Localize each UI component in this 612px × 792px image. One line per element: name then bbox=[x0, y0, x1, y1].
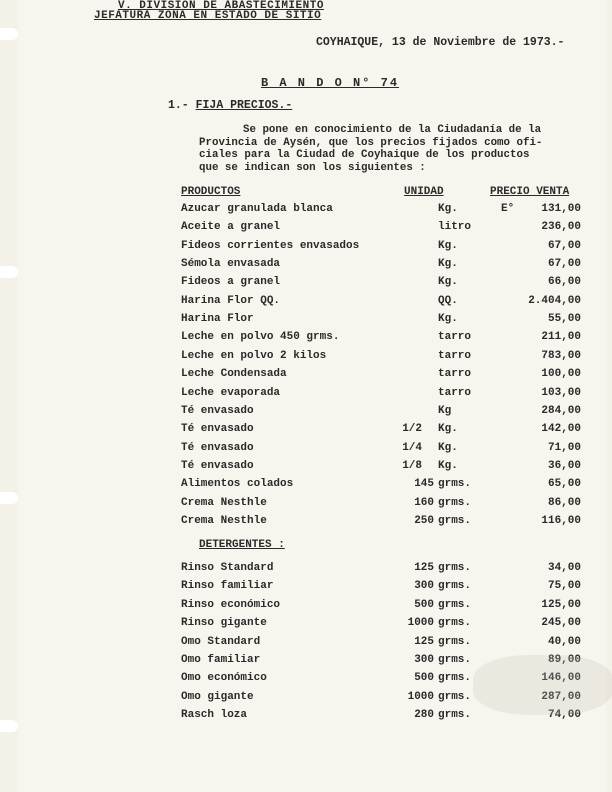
product-unit: grms. bbox=[438, 672, 472, 685]
product-price: 2.404,00 bbox=[528, 294, 581, 307]
product-price: 55,00 bbox=[547, 313, 581, 326]
table-row bbox=[18, 295, 606, 313]
table-row bbox=[18, 442, 606, 460]
bando-title: B A N D O N° 74 bbox=[261, 76, 400, 90]
product-name: Rasch loza bbox=[181, 709, 248, 722]
column-header-unit: UNIDAD bbox=[404, 186, 444, 198]
product-price: 245,00 bbox=[541, 617, 581, 630]
product-unit: grms. bbox=[438, 514, 472, 527]
section-heading bbox=[168, 99, 292, 112]
product-name: Harina Flor bbox=[181, 313, 254, 326]
product-unit: grms. bbox=[438, 496, 472, 509]
punch-hole bbox=[0, 266, 18, 278]
table-row bbox=[18, 221, 606, 239]
product-unit: grms. bbox=[438, 709, 472, 722]
product-name: Leche en polvo 450 grms. bbox=[181, 331, 340, 344]
product-unit: grms. bbox=[438, 562, 472, 574]
table-row bbox=[18, 617, 606, 635]
section-title: FIJA PRECIOS.- bbox=[195, 99, 293, 112]
product-price: 211,00 bbox=[541, 331, 581, 344]
product-unit: grms. bbox=[438, 478, 472, 491]
product-name: Aceite a granel bbox=[181, 221, 281, 234]
product-name: Rinso económico bbox=[181, 598, 281, 611]
product-price: 36,00 bbox=[547, 459, 581, 472]
product-quantity: 280 bbox=[414, 709, 434, 722]
product-name: Té envasado bbox=[181, 423, 254, 436]
product-price: 783,00 bbox=[541, 349, 581, 362]
table-row bbox=[18, 387, 606, 405]
table-row bbox=[18, 423, 606, 441]
product-quantity: 125 bbox=[414, 562, 434, 574]
table-row bbox=[18, 599, 606, 617]
product-unit: Kg. bbox=[438, 239, 458, 252]
product-price: 287,00 bbox=[541, 690, 581, 703]
product-quantity: 125 bbox=[414, 635, 434, 648]
product-name: Rinso Standard bbox=[181, 562, 274, 574]
table-row bbox=[18, 405, 606, 423]
product-price: 86,00 bbox=[547, 496, 581, 509]
product-quantity: 300 bbox=[414, 654, 434, 666]
section-number: 1.- bbox=[168, 99, 189, 112]
product-price: 34,00 bbox=[547, 562, 581, 574]
document-page bbox=[18, 0, 606, 792]
product-unit: Kg. bbox=[438, 459, 458, 472]
table-row bbox=[18, 497, 606, 515]
product-quantity: 500 bbox=[414, 672, 434, 685]
product-name: Omo económico bbox=[181, 672, 267, 685]
product-name: Té envasado bbox=[181, 441, 254, 454]
table-row bbox=[18, 478, 606, 496]
punch-hole bbox=[0, 492, 18, 504]
table-row bbox=[18, 203, 606, 221]
product-name: Omo familiar bbox=[181, 654, 261, 666]
product-quantity: 1000 bbox=[407, 617, 434, 630]
product-name: Rinso familiar bbox=[181, 580, 274, 593]
currency-symbol: E° bbox=[501, 203, 515, 215]
table-row bbox=[18, 515, 606, 533]
product-name: Crema Nesthle bbox=[181, 496, 267, 509]
product-name: Fideos a granel bbox=[181, 276, 281, 289]
intro-line: que se indican son los siguientes : bbox=[199, 161, 426, 174]
product-name: Alimentos colados bbox=[181, 478, 294, 491]
product-unit: Kg. bbox=[438, 441, 458, 454]
product-price: 89,00 bbox=[547, 654, 581, 666]
product-unit: litro bbox=[438, 221, 472, 234]
product-price: 142,00 bbox=[541, 423, 581, 436]
document-date: COYHAIQUE, 13 de Noviembre de 1973.- bbox=[316, 36, 565, 49]
product-name: Té envasado bbox=[181, 459, 254, 472]
product-price: 146,00 bbox=[541, 672, 581, 685]
product-unit: grms. bbox=[438, 617, 472, 630]
product-name: Rinso gigante bbox=[181, 617, 267, 630]
product-price: 236,00 bbox=[541, 221, 581, 234]
intro-line: ciales para la Ciudad de Coyhaique de los productos bbox=[199, 149, 530, 161]
product-name: Harina Flor QQ. bbox=[181, 294, 281, 307]
intro-line: Se pone en conocimiento de la Ciudadanía de la bbox=[243, 124, 542, 136]
product-quantity: 1/8 bbox=[402, 459, 422, 472]
product-unit: Kg. bbox=[438, 313, 458, 326]
product-name: Té envasado bbox=[181, 404, 254, 417]
table-row bbox=[18, 240, 606, 258]
product-quantity: 160 bbox=[414, 496, 434, 509]
product-name: Leche Condensada bbox=[181, 368, 287, 381]
product-price: 74,00 bbox=[547, 709, 581, 722]
product-name: Fideos corrientes envasados bbox=[181, 239, 360, 252]
header-division: V. DIVISION DE ABASTECIMIENTO bbox=[118, 0, 324, 12]
table-row bbox=[18, 331, 606, 349]
header-jefatura: JEFATURA ZONA EN ESTADO DE SITIO bbox=[94, 10, 322, 22]
product-price: 284,00 bbox=[541, 404, 581, 417]
product-price: 66,00 bbox=[547, 276, 581, 289]
column-header-price: PRECIO VENTA bbox=[490, 186, 570, 198]
table-row bbox=[18, 258, 606, 276]
product-name: Omo gigante bbox=[181, 690, 254, 703]
product-price: 65,00 bbox=[547, 478, 581, 491]
product-unit: grms. bbox=[438, 635, 472, 648]
product-unit: grms. bbox=[438, 690, 472, 703]
table-row bbox=[18, 460, 606, 478]
paper-stain bbox=[473, 655, 612, 715]
product-unit: QQ. bbox=[438, 294, 458, 307]
product-quantity: 1/4 bbox=[402, 441, 422, 454]
punch-hole bbox=[0, 28, 18, 40]
product-unit: tarro bbox=[438, 386, 472, 399]
product-quantity: 145 bbox=[414, 478, 434, 491]
product-unit: grms. bbox=[438, 598, 472, 611]
product-unit: Kg bbox=[438, 404, 452, 417]
column-header-product: PRODUCTOS bbox=[181, 186, 241, 198]
product-unit: Kg. bbox=[438, 276, 458, 289]
product-unit: Kg. bbox=[438, 423, 458, 436]
product-price: 131,00 bbox=[541, 203, 581, 215]
product-price: 40,00 bbox=[547, 635, 581, 648]
product-name: Leche en polvo 2 kilos bbox=[181, 349, 327, 362]
product-quantity: 500 bbox=[414, 598, 434, 611]
product-name: Leche evaporada bbox=[181, 386, 281, 399]
product-name: Crema Nesthle bbox=[181, 514, 267, 527]
table-row bbox=[18, 313, 606, 331]
product-quantity: 300 bbox=[414, 580, 434, 593]
table-row bbox=[18, 580, 606, 598]
product-price: 71,00 bbox=[547, 441, 581, 454]
product-price: 116,00 bbox=[541, 514, 581, 527]
table-row bbox=[18, 562, 606, 580]
product-price: 75,00 bbox=[547, 580, 581, 593]
punch-hole bbox=[0, 720, 18, 732]
detergentes-title: DETERGENTES : bbox=[199, 539, 285, 551]
product-price: 100,00 bbox=[541, 368, 581, 381]
product-price: 67,00 bbox=[547, 239, 581, 252]
detergentes-heading bbox=[199, 539, 285, 551]
product-name: Sémola envasada bbox=[181, 258, 281, 271]
product-price: 67,00 bbox=[547, 258, 581, 271]
product-quantity: 1000 bbox=[407, 690, 434, 703]
table-row bbox=[18, 276, 606, 294]
product-price: 103,00 bbox=[541, 386, 581, 399]
product-quantity: 1/2 bbox=[402, 423, 422, 436]
intro-line: Provincia de Aysén, que los precios fijados como ofi- bbox=[199, 136, 543, 149]
product-quantity: 250 bbox=[414, 514, 434, 527]
intro-paragraph bbox=[199, 124, 589, 174]
product-unit: tarro bbox=[438, 349, 472, 362]
product-unit: grms. bbox=[438, 580, 472, 593]
product-name: Omo Standard bbox=[181, 635, 261, 648]
product-unit: Kg. bbox=[438, 258, 458, 271]
table-row bbox=[18, 368, 606, 386]
product-unit: tarro bbox=[438, 368, 472, 381]
table-row bbox=[18, 636, 606, 654]
product-name: Azucar granulada blanca bbox=[181, 203, 333, 215]
product-price: 125,00 bbox=[541, 598, 581, 611]
product-unit: Kg. bbox=[438, 203, 458, 215]
product-unit: tarro bbox=[438, 331, 472, 344]
product-unit: grms. bbox=[438, 654, 472, 666]
table-row bbox=[18, 350, 606, 368]
